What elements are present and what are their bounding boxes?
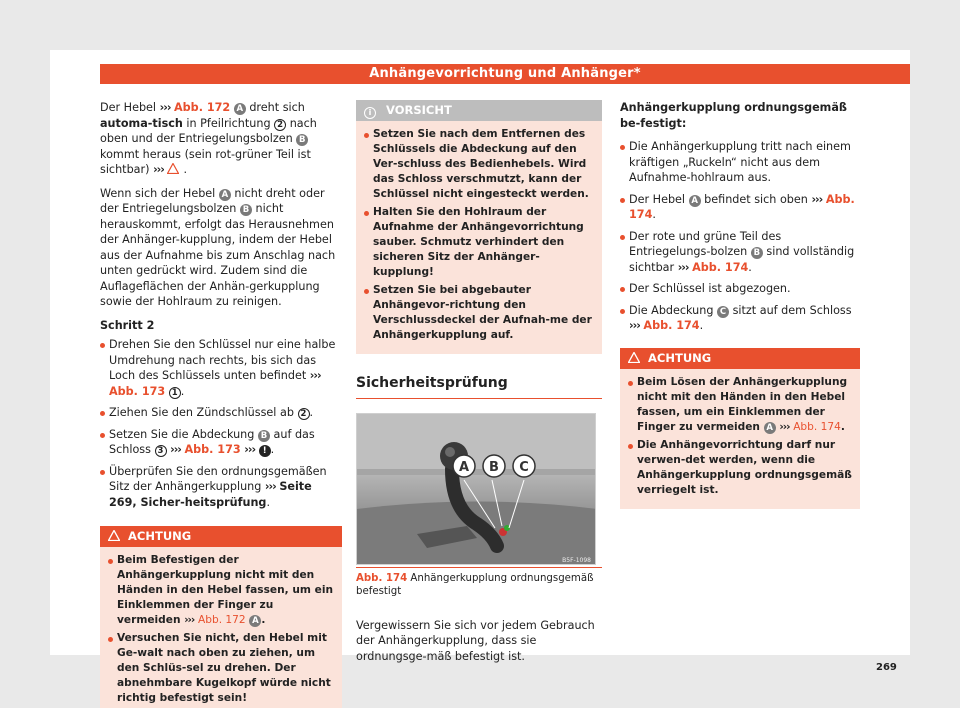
marker-1: 1 [169,387,181,399]
paragraph-2: Wenn sich der Hebel A nicht dreht oder der Entriegelungsbolzen B nicht herauskommt, erfolgt das Herausnehmen der Anhänger-kupplung, indem der Hebel aus der Aufnahme bis zum Anschlag nach unten gedrückt wird. Zudem sind die Auflageflächen der Anhän-gerkupplung sowie der Hohlraum zu reinigen. [100,186,336,308]
figure-code: B5F-1098 [562,556,591,564]
list-item: Ziehen Sie den Zündschlüssel ab 2 . [100,405,342,421]
ref-link[interactable]: Abb. 172 [174,101,231,114]
chapter-header: Anhängevorrichtung und Anhänger* [100,64,910,84]
marker-a: A [234,103,246,115]
marker-a: A [219,189,231,201]
ref-link[interactable]: Abb. 173 [184,443,241,456]
warning-box [620,348,860,509]
warning-box-body [100,547,342,708]
ref-link[interactable]: Abb. 172 [198,614,246,626]
tow-hitch-illustration [357,414,596,565]
marker-2: 2 [274,119,286,131]
list-item: Der Schlüssel ist abgezogen. [620,281,860,297]
ref-link[interactable]: Abb. 173 [109,384,166,398]
list-item: Beim Lösen der Anhängerkupplung nicht mit den Händen in den Hebel fassen, um ein Einklemmen der Finger zu vermeiden A ››› Abb. 174. [628,375,852,435]
warning-box-header: ACHTUNG [100,526,342,547]
marker-a: A [689,195,701,207]
marker-a: A [249,615,261,627]
figure-tow-hitch [356,413,596,565]
list-item: Die Anhängerkupplung tritt nach einem kräftigen „Ruckeln“ nicht aus dem Aufnahme-hohlraum aus. [620,139,860,186]
callout-c: C [519,459,529,475]
list-item: Der Hebel A befindet sich oben ››› Abb. 174. [620,192,860,223]
warning-box [100,526,342,708]
section-title: Sicherheitsprüfung [356,376,602,399]
warning-triangle-icon [628,352,640,363]
caution-box [356,100,602,354]
marker-b: B [751,247,763,259]
paragraph-1: Der Hebel ››› Abb. 172 A dreht sich automa-tisch in Pfeilrichtung 2 nach oben und der Entriegelungsbolzen B kommt heraus (sein rot-grüner Teil ist sichtbar) ››› . [100,101,317,176]
marker-b: B [258,430,270,442]
list-item: Die Anhängevorrichtung darf nur verwen-det werden, wenn die Anhängerkupplung ordnungsgemäß verriegelt ist. [628,438,852,498]
callout-a: A [458,459,470,475]
page [50,50,910,704]
warning-box-header: ACHTUNG [620,348,860,369]
figure-caption: Abb. 174 Anhängerkupplung ordnungsgemäß befestigt [356,567,602,598]
step-heading: Schritt 2 [100,318,155,332]
caution-box-body [356,121,602,354]
marker-b: B [296,134,308,146]
warning-box-body [620,369,860,509]
paragraph: Vergewissern Sie sich vor jedem Gebrauch der Anhängerkupplung, dass sie ordnungsge-mäß befestigt ist. [356,618,595,663]
callout-b: B [489,459,499,475]
warning-triangle-icon[interactable] [167,163,179,174]
caution-icon[interactable]: ! [259,445,271,457]
ref-link[interactable]: Abb. 174 [643,319,700,332]
column-middle [356,100,602,672]
subheading: Anhängerkupplung ordnungsgemäß be-festigt: [620,101,847,130]
column-right [620,100,860,509]
marker-2: 2 [298,408,310,420]
ref-link[interactable]: Abb. 174 [793,420,841,433]
list-item: Versuchen Sie nicht, den Hebel mit Ge-walt nach oben zu ziehen, um den Schlüs-sel zu drehen. Der abnehmbare Kugelkopf würde nicht richtig befestigt sein! [108,631,334,706]
list-item: Die Abdeckung C sitzt auf dem Schloss ››› Abb. 174. [620,303,860,334]
list-item: Drehen Sie den Schlüssel nur eine halbe Umdrehung nach rechts, bis sich das Loch des Schlüssels unten befindet ››› Abb. 173 1 . [100,337,342,399]
marker-c: C [717,306,729,318]
marker-a: A [764,422,776,434]
ref-link[interactable]: Seite 269, Sicher-heitsprüfung [109,480,312,509]
list-item: Setzen Sie nach dem Entfernen des Schlüssels die Abdeckung auf den Ver-schluss des Bedienhebels. Wird das Schloss verschmutzt, kann der Schlüssel nicht eingesteckt werden. [364,127,594,202]
list-item: Der rote und grüne Teil des Entriegelungs-bolzen B sind vollständig sichtbar ››› Abb. 174. [620,229,860,276]
marker-3: 3 [155,445,167,457]
list-item: Setzen Sie die Abdeckung B auf das Schloss 3 ››› Abb. 173 ››› ! . [100,427,342,458]
column-left [100,100,342,708]
list-item: Halten Sie den Hohlraum der Aufnahme der Anhängevorrichtung sauber. Schmutz verhindert den sicheren Sitz der Anhänger-kupplung! [364,205,594,280]
ref-link[interactable]: Abb. 174 [629,192,855,221]
caution-box-header: i VORSICHT [356,100,602,121]
info-icon: i [364,107,376,119]
list-item: Setzen Sie bei abgebauter Anhängevor-richtung den Verschlussdeckel der Aufnah-me der Anhängerkupplung auf. [364,283,594,343]
ref-link[interactable]: Abb. 174 [692,260,749,274]
warning-triangle-icon [108,530,120,541]
list-item: Überprüfen Sie den ordnungsgemäßen Sitz der Anhängerkupplung ››› Seite 269, Sicher-heitsprüfung. [100,464,342,511]
list-item: Beim Befestigen der Anhängerkupplung nicht mit den Händen in den Hebel fassen, um ein Einklemmen der Finger zu vermeiden ››› Abb. 172 A . [108,553,334,628]
marker-b: B [240,204,252,216]
page-number: 269 [876,662,897,673]
